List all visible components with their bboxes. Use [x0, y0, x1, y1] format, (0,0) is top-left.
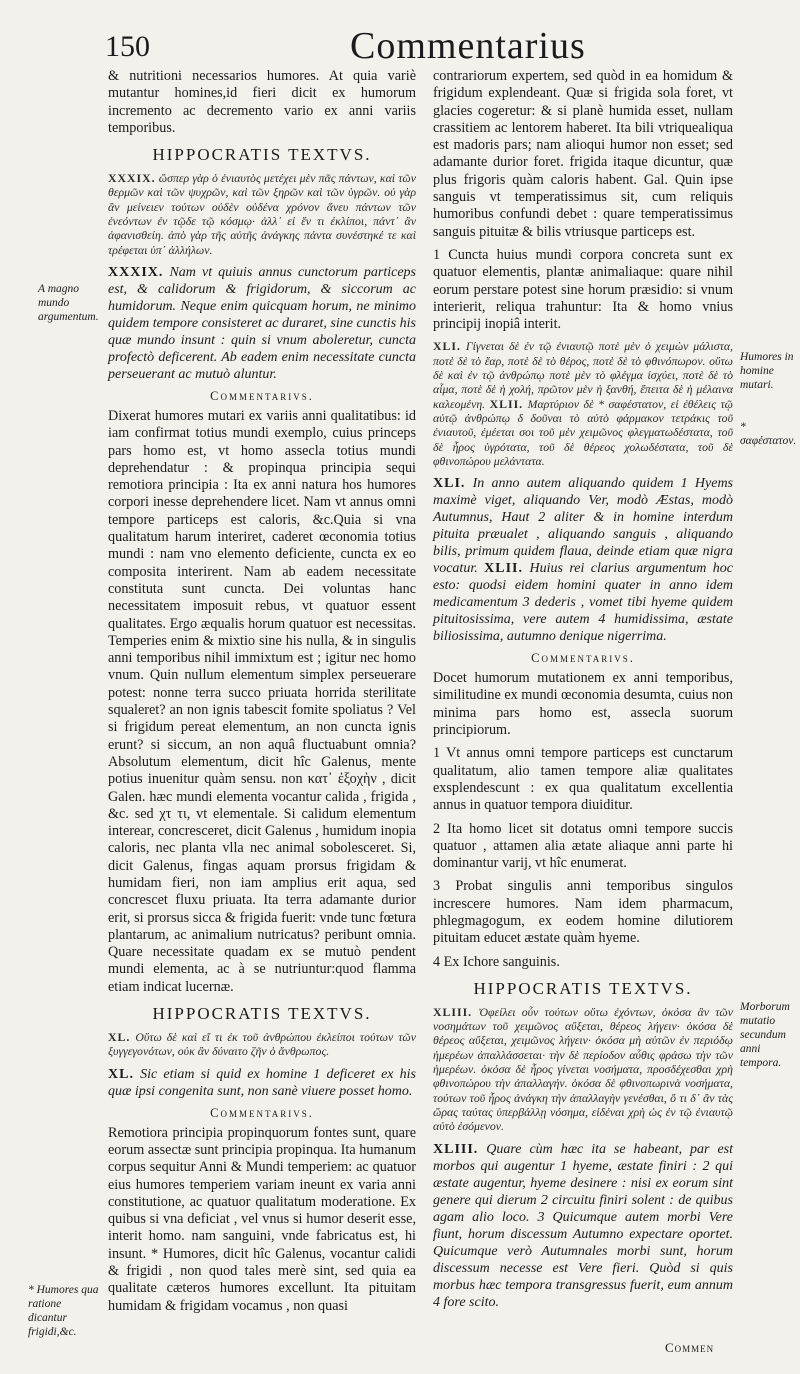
commentary-text: 3 Probat singulis anni temporibus singulos increscere humores. Nam idem pharmacum, phlegmagogum, ex eodem homine dilutiorem pituitam educet æstate quàm hyeme.	[433, 878, 733, 947]
greek-text: XLI. Γίγνεται δὲ ἐν τῷ ἐνιαυτῷ ποτὲ μὲν ὁ χειμὼν μάλιστα, ποτὲ δὲ τὸ ἔαρ, ποτὲ δὲ τὸ θέρος, ποτὲ δὲ τὸ φθινόπωρον. οὕτω δὲ καὶ ἐν τῷ ἀνθρώπῳ ποτὲ μὲν τὸ φλέγμα ἰσχύει, ποτὲ δὲ τὸ αἷμα, ποτὲ δὲ ἡ χολή, πρῶτον μὲν ἡ ξανθή, ἔπειτα δὲ ἡ μέλαινα καλεομένη. XLII. Μαρτύριον δὲ * σαφέστατον, εἰ ἐθέλεις τῷ αὐτῷ ἀνθρώπῳ δ δοῦναι τὸ αὐτὸ φάρμακον τετράκις τοῦ ἐνιαυτοῦ, ἐμέεται σοι τοῦ μὲν χειμῶνος φλεγματωδέστατα, τοῦ δὲ ἦρος ὑγρότατα, τοῦ δὲ θέρεος χολωδέστατα, τοῦ δὲ φθινοπώρου μελάντατα.	[433, 339, 734, 468]
commentary-text: Docet humorum mutationem ex anni temporibus, similitudine ex mundi œconomia desumta, cuius non minima pars homo est, assecla suorum principiorum.	[433, 670, 733, 739]
greek-text: XL. Οὕτω δὲ καὶ εἴ τι ἐκ τοῦ ἀνθρώπου ἐκλείποι τούτων τῶν ξυγγεγονότων, οὐκ ἂν δύναιτο ζῆν ὁ ἄνθρωπος.	[108, 1030, 416, 1059]
greek-text: XLIII. Ὀφείλει οὖν τούτων οὕτω ἐχόντων, ὁκόσα ἂν τῶν νοσημάτων τοῦ χειμῶνος αὔξεται, θέρεος λήγειν· ὁκόσα δὲ θέρεος αὔξεται, χειμῶνος λήγειν· ὁκόσα μὴ αὐτῶν ἐν περιόδῳ ἡμερέων ἀπαλλάσσεται· τὴν δὲ περίοδον αὖθις φράσω τὴν τῶν ἡμερέων. ὁκόσα δὲ ἦρος γίνεται νοσήματα, προσδέχεσθαι χρὴ φθινοπώρου τὴν ἀπαλλαγήν. ὁκόσα δὲ φθινοπωρινὰ νοσήματα, τούτων τοῦ ἦρος ἀνάγκη τὴν ἀπαλλαγὴν γενέσθαι, ὅ τι δ᾽ ἂν τὰς ὥρας ταύτας ὑπερβάλλῃ νόσημα, εἰδέναι χρὴ ὡς ἐν τῷ ἐνιαυτῷ αὐτὸ ἐσόμενον.	[433, 1004, 734, 1134]
commentary-heading: Commentarivs.	[210, 388, 314, 403]
paragraph: 1 Cuncta huius mundi corpora concreta sunt ex quatuor elementis, plantæ animaliaque: quare nihil eorum perstare potest sine horum præsidio: si vnum interierit, reliqua trahuntur: Ita & homo vnius principij inopiâ interit.	[433, 246, 733, 333]
section-number: XLI.	[433, 476, 466, 492]
section-heading: HIPPOCRATIS TEXTVS.	[473, 978, 693, 998]
margin-note: A magno mundo argumentum.	[38, 283, 99, 323]
right-column	[433, 68, 733, 1317]
paragraph: & nutritioni necessarios humores. At quia variè mutantur homines,id fieri dicit ex humorum incremento ac decremento vario ex anni variis temporibus.	[108, 68, 416, 136]
section-heading: HIPPOCRATIS TEXTVS.	[152, 145, 372, 165]
greek-text: XXXIX. ὥσπερ γὰρ ὁ ἐνιαυτὸς μετέχει μὲν πᾶς πάντων, καὶ τῶν θερμῶν καὶ τῶν ψυχρῶν, καὶ τῶν ξηρῶν καὶ τῶν ὑγρῶν. οὐ γὰρ ἂν μείνειεν τούτων οὐδὲν οὐδένα χρόνον ἄνευ πάντων τῶν ἐνεόντων ἐν τῷδε τῷ κόσμῳ· ἀλλ᾽ εἰ ἕν τι ἐκλίποι, πάντ᾽ ἂν ἀφανισθείη. ἀπὸ γὰρ τῆς αὐτῆς ἀνάγκης πάντα συνέστηκέ τε καὶ τρέφεται ὑπ᾽ ἀλλήλων.	[108, 171, 416, 257]
commentary-text: 4 Ex Ichore sanguinis.	[433, 953, 560, 970]
section-number: XXXIX.	[108, 264, 164, 280]
commentary-text: 2 Ita homo licet sit dotatus omni tempore succis quatuor , attamen alia ætate aliaque anni parte hi dominantur varij, vt hîc enumerat.	[433, 820, 733, 872]
margin-note: * Humores qua ratione dicantur frigidi,&c.	[28, 1284, 99, 1338]
latin-text: XLIII. Quare cùm hæc ita se habeant, par est morbos qui augentur 1 hyeme, æstate finiri : 2 qui æstate augentur, hyeme desinere : nisi ex eorum sint genere qui dierum 2 circuitu finiri solent : de quibus agam alio loco. 3 Quicumque autem morbi Vere fiunt, horum discessum Autumno expectare oportet. Quicumque verò Autumnales morbi sunt, horum discessum necesse est Vere fieri. Quòd si quis morbus hæc tempora transgressus fuerit, eum annum 4 fore scito.	[433, 1141, 733, 1310]
section-number: XLIII.	[433, 1141, 479, 1157]
latin-text: XLI. In anno autem aliquando quidem 1 Hyems maximè viget, aliquando Ver, modò Æstas, modò Autumnus, Haut 2 aliter & in homine interdum pituita præualet , aliquando sanguis , aliquando bilis, primum quidem flaua, deinde etiam quæ nigra vocatur. XLII. Huius rei clarius argumentum hoc esto: quodsi eidem homini quater in anno idem medicamentum 3 dederis , vomet tibi hyeme quidem pituitosissima, vere autem 4 humidissima, æstate biliosissima, autumno denique nigerrima.	[433, 476, 734, 645]
commentary-heading: Commentarivs.	[210, 1105, 314, 1120]
section-number: XLII.	[489, 396, 524, 411]
paragraph: contrariorum expertem, sed quòd in ea homidum & frigidum explendeant. Quæ si frigida sola foret, vt glacies cogeretur: & si planè humida esset, nullam crassitiem ac lentorem haberet. Ita bili vtriquealiqua est madoris pars; nam alioqui humor non esset; sed adamante durior foret. frigida itaque dicuntur, quæ plus frigoris quàm caloris habent. Gal. Quin ipse sanguis vt temperatissimus sit, cum reliquis humoribus confundi debet : quare temperatissimus sanguis pituitæ & bilis vtriusque particeps est.	[433, 68, 733, 240]
section-number: XL.	[108, 1030, 131, 1045]
page-number: 150	[105, 30, 150, 63]
section-number: XLI.	[433, 339, 461, 354]
section-number: XLII.	[484, 561, 524, 577]
section-number: XL.	[108, 1066, 134, 1082]
latin-text: XL. Sic etiam si quid ex homine 1 deficeret ex his quæ ipsi congenita sunt, non sanè viuere posset homo.	[108, 1066, 417, 1099]
margin-note: Humores in homine mutari.	[740, 351, 794, 391]
commentary-text: Remotiora principia propinquorum fontes sunt, quare eorum assectæ sunt principia propinqua. Ita humanum corpus sequitur Anni & Mundi temperiem: ac quatuor eius humores temperiem variam ineunt ex varia anni constitutione, ac quatuor qualitatum moderatione. Ex quibus si vna deficiat , vel vnus si humor deserit esse, interit homo. nam sanguini, vnde fabricatus est, hi insunt. * Humores, dicit hîc Galenus, vocantur calidi & frigidi , non quod tales merè sint, sed quia ea qualitate cæteros humores excellunt. Ita pituitam humidam & frigidam vocamus , non quasi	[108, 1124, 416, 1314]
section-heading: HIPPOCRATIS TEXTVS.	[152, 1004, 372, 1024]
commentary-heading: Commentarivs.	[531, 651, 635, 666]
section-number: XLIII.	[433, 1004, 473, 1019]
left-column	[108, 68, 416, 1321]
catchword: Commen	[665, 1340, 715, 1355]
running-head: Commentarius	[350, 25, 586, 67]
margin-note: Morborum mutatio secundum anni tempora.	[740, 1001, 790, 1069]
commentary-text: 1 Vt annus omni tempore particeps est cunctarum qualitatum, alio tamen tempore aliæ qualitates exsplendescunt : ex qua qualitatum excellentia annus in quatuor tempora diuiditur.	[433, 745, 733, 814]
latin-text: XXXIX. Nam vt quiuis annus cunctorum particeps est, & calidorum & frigidorum, & siccorum ac humidorum. Neque enim quicquam horum, ne minimo quidem tempore consisteret ac duraret, sine cunctis his quæ mundo insunt : quin si vnum aboleretur, cuncta profectò deficerent. Ab eadem enim necessitate cuncta perseuerant ac mutuò aluntur.	[108, 264, 417, 382]
margin-note: * σαφέστατον.	[740, 421, 797, 447]
section-number: XXXIX.	[108, 171, 156, 186]
commentary-text: Dixerat humores mutari ex variis anni qualitatibus: id iam confirmat totius mundi exemplo, cuius princeps pars homo est, vt homo assecla totius mundi deprehendatur : & propinqua principia sequi remotiora principia : Ita ex anni natura hos humores corpori inesse deprehendere licet. Nam vt annus omni tempore particeps est caloris, &c.Quia si vna qualitatum harum interiret, caderet œconomia totius mundi : nam vno elemento deficiente, cuncta ex eo composita interirent. Nam ab eadem necessitate constituta sunt cuncta. Dei voluntas hanc necessitatem imposuit rebus, vt quatuor essent qualitates. Ergo æqualis horum quatuor est necessitas. Temperies enim & mixtio sine his nulla, & in singulis anni temporibus nihil immixtum est ; igitur nec homo vnum. Quin nullum elementum simplex perseuerare potest: nonne terra succo priuata horrida sterilitate squaleret? an non ignis tabescit fomite spoliatus ? Vel si frigidum pereat elementum, an non cuncta ignis erunt? si siccum, an non aquâ fluctuabunt omnia? Absolutum elementum, dicit hîc Galenus, mente potius inuenitur quàm sensu. non κατ᾽ ἐξοχὴν , dicit Galen. hæc mundi elementa vocantur calida , frigida , &c. sed χτ τι, vt elementale. Si calidum elementum interear, concresceret, dicit Galenus , humidum inopia caloris, nec planta vlla nec animal sobolesceret. Si, dicit Galenus, fingas aquam prorsus frigidam & humidam fieri, non iam amplius erit aqua, sed concrescet fluxu priuata. Ita terra adamante durior erit, si prorsus sicca & frigida fuerit: vnde tunc fœtura plantarum, ac animalium nutricatus? peribunt omnia. Quare necessitate quadam ex se mutuò pendent mundi elementa, ac à se nutriuntur:quod flamma etiam indicat lucernæ.	[108, 407, 416, 995]
